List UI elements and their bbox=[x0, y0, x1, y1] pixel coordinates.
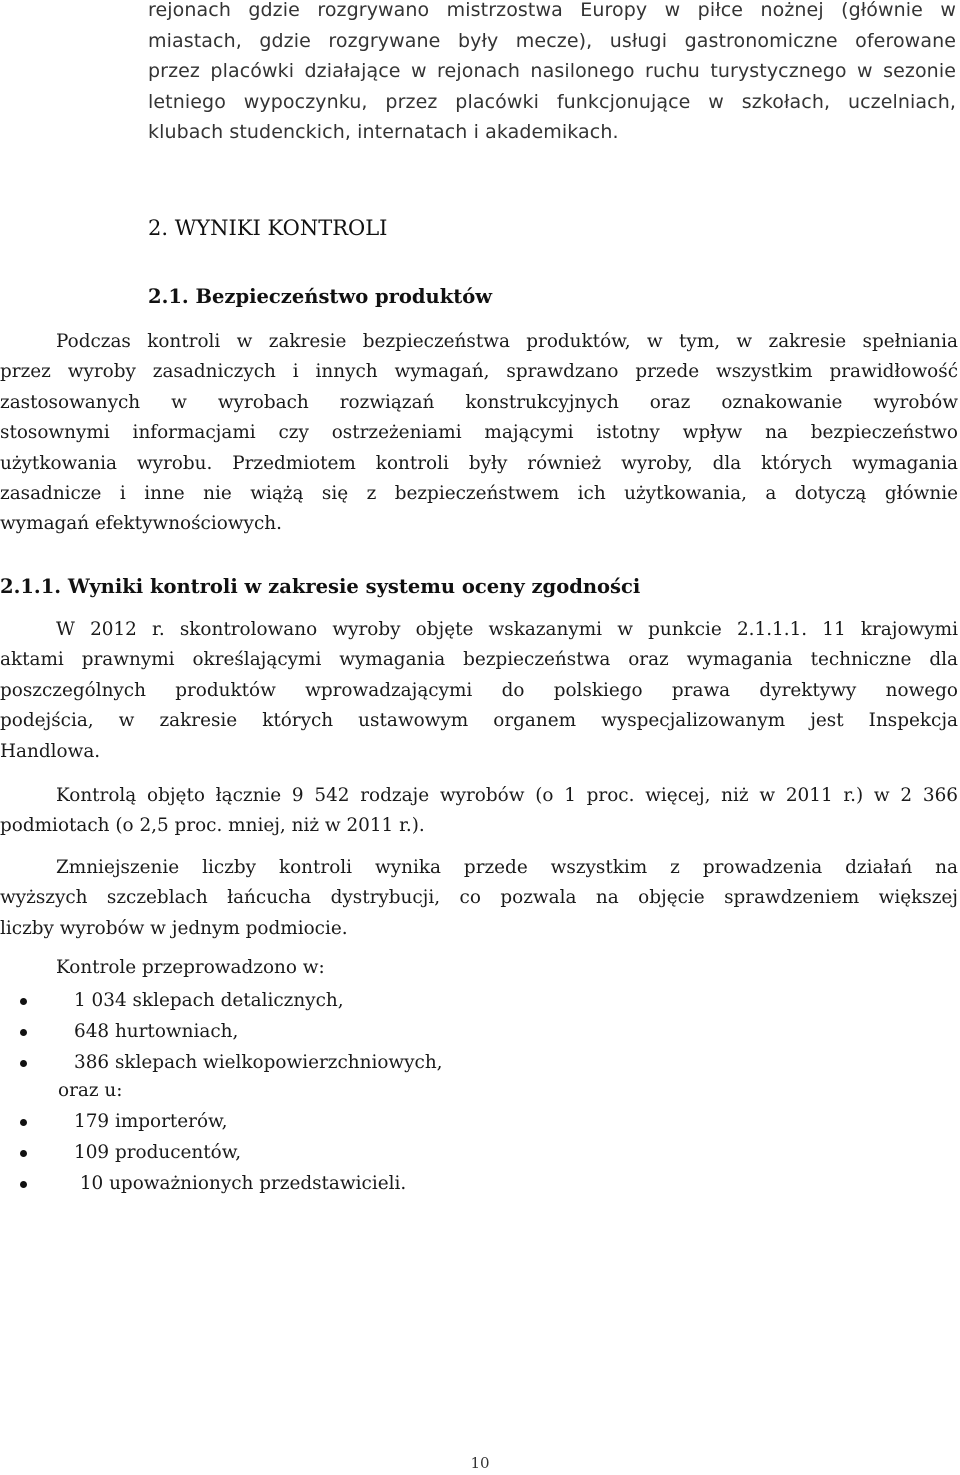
list-item bbox=[0, 1017, 443, 1048]
paragraph-line: wymagań efektywnościowych. bbox=[0, 513, 282, 535]
bullet-icon bbox=[20, 1150, 27, 1157]
paragraph-line: liczby wyrobów w jednym podmiocie. bbox=[0, 917, 348, 939]
bullet-icon bbox=[20, 1119, 27, 1126]
intro-line: miastach, gdzie rozgrywane były mecze), usługi gastronomiczne oferowane bbox=[148, 29, 956, 52]
paragraph-line: podmiotach (o 2,5 proc. mniej, niż w 2011 r.). bbox=[0, 815, 425, 837]
section-title: 2. WYNIKI KONTROLI bbox=[148, 216, 388, 240]
list-item bbox=[0, 1048, 443, 1079]
paragraph-line: wyższych szczeblach łańcucha dystrybucji, co pozwala na objęcie sprawdzeniem większej bbox=[0, 887, 958, 909]
intro-line: klubach studenckich, internatach i akademikach. bbox=[148, 121, 619, 144]
paragraph-line: zasadnicze i inne nie wiążą się z bezpieczeństwem ich użytkowania, a dotyczą głównie bbox=[0, 483, 958, 505]
bullet-icon bbox=[20, 1060, 27, 1067]
subsection-title: 2.1. Bezpieczeństwo produktów bbox=[148, 285, 493, 308]
location-list bbox=[0, 986, 443, 1078]
intro-paragraph bbox=[148, 0, 956, 148]
intro-line: przez placówki działające w rejonach nasilonego ruchu turystycznego w sezonie bbox=[148, 60, 956, 83]
list-item bbox=[0, 1107, 406, 1138]
page-number: 10 bbox=[470, 1454, 490, 1472]
paragraph-line: podejścia, w zakresie których ustawowym organem wyspecjalizowanym jest Inspekcja bbox=[0, 710, 958, 732]
list-item-label: 1 034 sklepach detalicznych, bbox=[74, 990, 344, 1011]
intro-line: rejonach gdzie rozgrywano mistrzostwa Europy w piłce nożnej (głównie w bbox=[148, 0, 956, 21]
paragraph-line: przez wyroby zasadniczych i innych wymagań, sprawdzano przede wszystkim prawidłowość bbox=[0, 361, 958, 383]
list-item-label: 179 importerów, bbox=[74, 1111, 228, 1132]
paragraph-conformity bbox=[0, 615, 958, 767]
list-item bbox=[0, 1169, 406, 1200]
paragraph-line: W 2012 r. skontrolowano wyroby objęte wskazanymi w punkcie 2.1.1.1. 11 krajowymi bbox=[56, 619, 958, 640]
list-item-label: 109 producentów, bbox=[74, 1141, 242, 1163]
list-item-label: 10 upoważnionych przedstawicieli. bbox=[74, 1172, 407, 1194]
list-item-label: 648 hurtowniach, bbox=[74, 1020, 239, 1042]
paragraph-line: Handlowa. bbox=[0, 740, 101, 762]
paragraph-reduction bbox=[0, 853, 958, 944]
list-item-label: 386 sklepach wielkopowierzchniowych, bbox=[74, 1051, 443, 1073]
bullet-icon bbox=[20, 998, 27, 1005]
bullet-icon bbox=[20, 1029, 27, 1036]
paragraph-line: Podczas kontroli w zakresie bezpieczeństwa produktów, w tym, w zakresie spełniania bbox=[56, 331, 958, 352]
subsubsection-title: 2.1.1. Wyniki kontroli w zakresie systemu oceny zgodności bbox=[0, 575, 641, 598]
entity-list bbox=[0, 1107, 406, 1199]
paragraph-line: zastosowanych w wyrobach rozwiązań konstrukcyjnych oraz oznakowanie wyrobów bbox=[0, 391, 958, 413]
paragraph-scope bbox=[0, 781, 958, 842]
paragraph-line: Zmniejszenie liczby kontroli wynika przede wszystkim z prowadzenia działań na bbox=[56, 857, 958, 878]
paragraph-line: poszczególnych produktów wprowadzającymi do polskiego prawa dyrektywy nowego bbox=[0, 679, 958, 701]
intro-line: letniego wypoczynku, przez placówki funkcjonujące w szkołach, uczelniach, bbox=[148, 90, 956, 113]
list-item bbox=[0, 1138, 406, 1169]
list-connector: oraz u: bbox=[58, 1080, 123, 1101]
bullet-icon bbox=[20, 1181, 27, 1188]
paragraph-line: stosownymi informacjami czy ostrzeżeniami mającymi istotny wpływ na bezpieczeństwo bbox=[0, 422, 958, 444]
paragraph-line: użytkowania wyrobu. Przedmiotem kontroli były również wyroby, dla których wymagania bbox=[0, 452, 958, 474]
paragraph-safety bbox=[0, 327, 958, 540]
paragraph-line: aktami prawnymi określającymi wymagania bezpieczeństwa oraz wymagania techniczne dla bbox=[0, 649, 958, 671]
list-item bbox=[0, 986, 443, 1017]
paragraph-line: Kontrolą objęto łącznie 9 542 rodzaje wyrobów (o 1 proc. więcej, niż w 2011 r.) w 2 366 bbox=[56, 785, 958, 806]
list-intro: Kontrole przeprowadzono w: bbox=[56, 957, 325, 978]
